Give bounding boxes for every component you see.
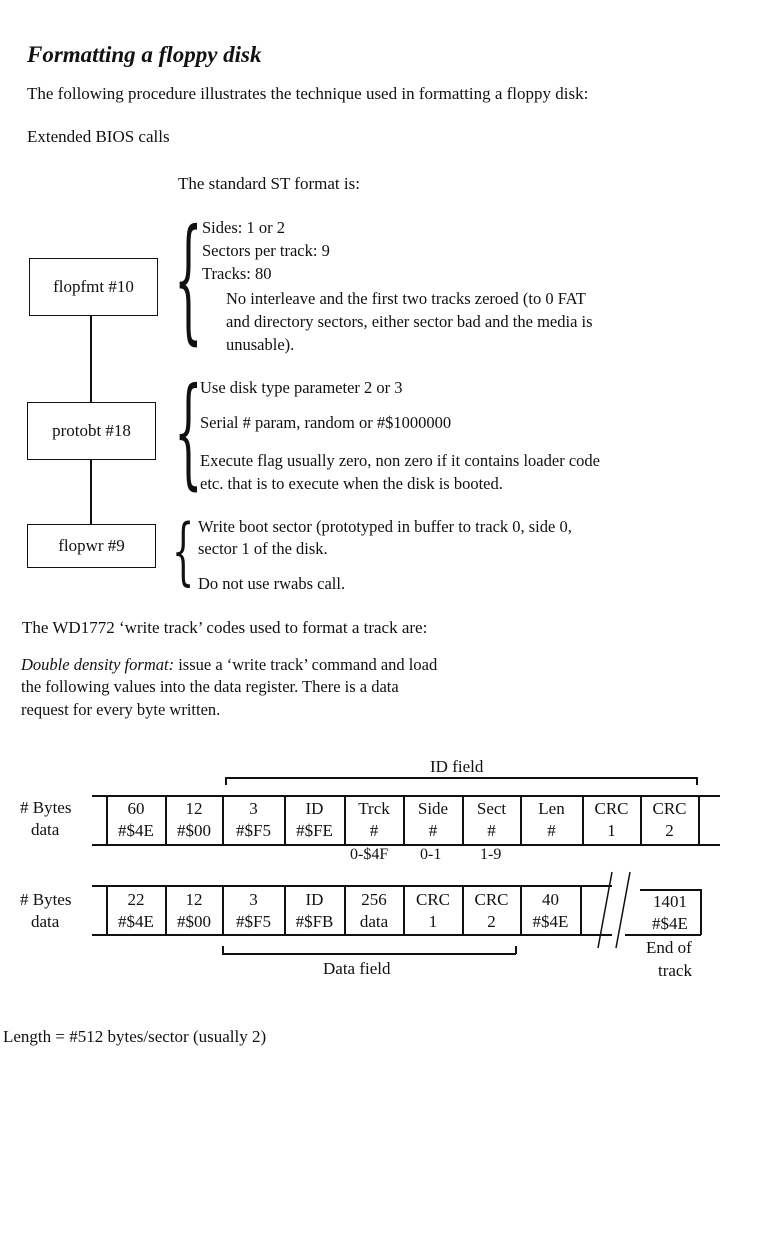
row1-cell bbox=[521, 798, 582, 842]
cell-value: # bbox=[547, 821, 556, 840]
cell-value: #$F5 bbox=[236, 912, 271, 931]
note-detail: unusable). bbox=[226, 335, 295, 354]
cell-count: 40 bbox=[542, 890, 559, 909]
cell-value: 2 bbox=[487, 912, 496, 931]
cell-value: #$4E bbox=[532, 912, 569, 931]
end-cell bbox=[640, 891, 700, 935]
note-execute: etc. that is to execute when the disk is booted. bbox=[200, 474, 503, 493]
row2-cell bbox=[404, 889, 462, 933]
end-cell-divider bbox=[700, 889, 702, 935]
cell-count: CRC bbox=[415, 890, 451, 909]
row1-cell bbox=[166, 798, 222, 842]
flopwr-box bbox=[27, 524, 156, 568]
row1-label-bytes: # Bytes bbox=[20, 798, 72, 817]
row1-cell bbox=[583, 798, 640, 842]
connector-line bbox=[90, 460, 92, 524]
cell-value: #$F5 bbox=[236, 821, 271, 840]
cell-count: 60 bbox=[127, 799, 145, 818]
row2-divider bbox=[580, 885, 582, 935]
brace-flopfmt: { bbox=[174, 199, 203, 358]
data-field-bracket bbox=[222, 953, 516, 955]
row1-bottom-line bbox=[92, 844, 720, 846]
cell-value: #$4E bbox=[118, 912, 154, 931]
cell-count: CRC bbox=[652, 799, 687, 818]
flopfmt-label: flopfmt #10 bbox=[53, 277, 134, 296]
cell-value: # bbox=[428, 821, 438, 840]
range-sect: 1-9 bbox=[480, 846, 502, 863]
row1-cell bbox=[285, 798, 344, 842]
range-track: 0-$4F bbox=[350, 846, 389, 863]
note-write-boot: sector 1 of the disk. bbox=[198, 539, 328, 558]
row1-divider bbox=[698, 795, 700, 845]
page-title: Formatting a floppy disk bbox=[27, 42, 262, 67]
standard-heading: The standard ST format is: bbox=[178, 174, 360, 193]
id-field-bracket bbox=[696, 777, 698, 785]
row1-cell bbox=[345, 798, 403, 842]
cell-value: # bbox=[487, 821, 496, 840]
data-field-label: Data field bbox=[323, 959, 391, 978]
flopwr-label: flopwr #9 bbox=[58, 536, 125, 555]
range-side: 0-1 bbox=[420, 846, 442, 863]
end-of-track-label: track bbox=[658, 961, 692, 980]
brace-protobt: { bbox=[174, 361, 203, 502]
protobt-box bbox=[27, 402, 156, 460]
cell-value: 1 bbox=[428, 912, 438, 931]
cell-value: 2 bbox=[665, 821, 674, 840]
cell-count: 3 bbox=[249, 799, 258, 818]
row2-cell bbox=[521, 889, 580, 933]
cell-count: Sect bbox=[476, 799, 507, 818]
note-sides: Sides: 1 or 2 bbox=[202, 218, 285, 237]
cell-value: #$FB bbox=[295, 912, 334, 931]
row2-cell bbox=[463, 889, 520, 933]
cell-count: CRC bbox=[474, 890, 509, 909]
dd-text: request for every byte written. bbox=[21, 700, 221, 719]
cell-count: 256 bbox=[361, 890, 387, 909]
note-detail: and directory sectors, either sector bad and the media is bbox=[226, 312, 593, 331]
id-field-bracket bbox=[225, 777, 697, 779]
track-break-icon bbox=[588, 870, 644, 950]
flopfmt-box bbox=[29, 258, 158, 316]
brace-flopwr: { bbox=[172, 507, 195, 594]
note-detail: No interleave and the first two tracks zeroed (to 0 FAT bbox=[226, 289, 586, 308]
cell-count: Len bbox=[538, 799, 565, 818]
cell-value: #$4E bbox=[652, 914, 688, 933]
cell-value: #$4E bbox=[118, 821, 154, 840]
cell-count: Trck bbox=[358, 799, 390, 818]
row2-label-bytes: # Bytes bbox=[20, 890, 72, 909]
note-tracks: Tracks: 80 bbox=[202, 264, 272, 283]
cell-value: #$00 bbox=[177, 912, 211, 931]
row2-cell bbox=[345, 889, 403, 933]
cell-count: CRC bbox=[594, 799, 629, 818]
row1-top-line bbox=[92, 795, 720, 797]
row2-bottom-line bbox=[92, 934, 612, 936]
row2-cell bbox=[285, 889, 344, 933]
id-field-bracket bbox=[225, 777, 227, 785]
cell-count: Side bbox=[417, 799, 449, 818]
dd-text: issue a ‘write track’ command and load bbox=[174, 655, 438, 674]
dd-text: the following values into the data register. There is a data bbox=[21, 677, 399, 696]
cell-value: #$00 bbox=[177, 821, 211, 840]
row1-cell bbox=[107, 798, 165, 842]
row1-cell bbox=[404, 798, 462, 842]
cell-count: 12 bbox=[185, 890, 203, 909]
cell-count: 3 bbox=[249, 890, 258, 909]
cell-count: 12 bbox=[185, 799, 203, 818]
cell-count: ID bbox=[305, 890, 324, 909]
row2-cell bbox=[223, 889, 284, 933]
end-of-track-label: End of bbox=[646, 938, 692, 957]
row2-label-data: data bbox=[31, 912, 60, 931]
connector-line bbox=[90, 316, 92, 402]
cell-value: data bbox=[359, 912, 389, 931]
length-note: Length = #512 bytes/sector (usually 2) bbox=[3, 1027, 267, 1046]
id-field-label: ID field bbox=[430, 757, 484, 776]
data-field-bracket bbox=[222, 946, 224, 954]
cell-count: 22 bbox=[127, 890, 145, 909]
dd-label: Double density format: bbox=[21, 655, 175, 674]
row1-cell bbox=[641, 798, 698, 842]
row2-top-line bbox=[92, 885, 612, 887]
protobt-label: protobt #18 bbox=[52, 421, 131, 440]
note-write-boot: Write boot sector (prototyped in buffer to track 0, side 0, bbox=[198, 517, 572, 536]
cell-count: ID bbox=[305, 799, 324, 818]
row1-label-data: data bbox=[31, 820, 60, 839]
data-field-bracket bbox=[515, 946, 517, 954]
note-execute: Execute flag usually zero, non zero if it contains loader code bbox=[200, 451, 600, 470]
note-disk-type: Use disk type parameter 2 or 3 bbox=[200, 378, 403, 397]
wd-heading: The WD1772 ‘write track’ codes used to format a track are: bbox=[22, 618, 428, 637]
intro-text: The following procedure illustrates the technique used in formatting a floppy disk: bbox=[27, 84, 589, 103]
row1-cell bbox=[223, 798, 284, 842]
note-sectors: Sectors per track: 9 bbox=[202, 241, 330, 260]
cell-count: 1401 bbox=[653, 892, 687, 911]
cell-value: # bbox=[369, 821, 379, 840]
row2-cell bbox=[107, 889, 165, 933]
dd-paragraph bbox=[21, 655, 437, 675]
section-label: Extended BIOS calls bbox=[27, 127, 170, 146]
note-rwabs: Do not use rwabs call. bbox=[198, 574, 346, 593]
row1-cell bbox=[463, 798, 520, 842]
row2-cell bbox=[166, 889, 222, 933]
cell-value: 1 bbox=[607, 821, 616, 840]
note-serial: Serial # param, random or #$1000000 bbox=[200, 413, 452, 432]
cell-value: #$FE bbox=[296, 821, 333, 840]
